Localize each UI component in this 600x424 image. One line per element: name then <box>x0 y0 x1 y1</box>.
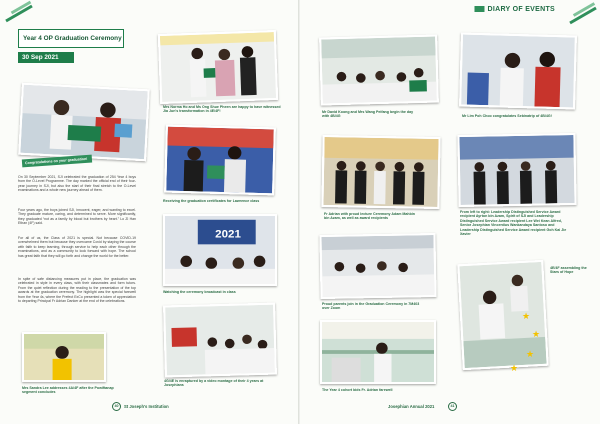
paragraph-3: For all of us, the Class of 2021 is special. Not because COVID-19 overwhelmed them but because they overcame Covid by staying the course with faith to keep learning, through service to help each other through the examinations, and as a community to look forward with hope. The school has great faith that they will go forth and change the world for the better. <box>18 236 136 258</box>
caption-mr-lim: Mr Lim Poh Choo congratulates Sebinatrip of 4B/4G! <box>462 114 552 118</box>
article-date: 30 Sep 2021 <box>22 54 59 61</box>
tag-bar <box>474 6 484 12</box>
photo-mrs-lee <box>22 332 106 382</box>
article-date-box <box>18 52 74 63</box>
caption-livestream: Watching the ceremony broadcast in class <box>163 290 236 294</box>
caption-salute: The Year 4 cohort bids Fr. Adrian farewell <box>322 388 393 392</box>
footer-school: St Joseph's Institution <box>124 404 169 409</box>
caption-mr-david: Mr David Koong and Mrs Wang Peifang begin the day with 4B/4G <box>322 110 414 119</box>
paragraph-1: On 30 September 2021, SJI celebrated the graduation of 254 Year 4 boys from the O-Level Programme. The day marked the official end of their four-year journey in SJI, but also the start of their final stretch to the O-Level examinations and a whole new journey ahead of them. <box>18 175 136 193</box>
photo-mr-lim <box>459 32 577 109</box>
photo-award-recipients <box>457 133 576 207</box>
paragraph-4: In spite of safe distancing measures put in place, the graduation was celebrated in style in every class, with their classmates and form tutors. From the quiet reflection during the reading to the presentation of the top awards at the graduation ceremony. The highlight was the special farewell from the Year 4s, where the Prefect ExCo presented a token of appreciation to departing Principal Fr Adrian Danker at the end of the celebrations. <box>18 277 136 304</box>
photo-fr-adrian <box>321 135 440 209</box>
footer-annual: Josephian Annual 2021 <box>388 404 435 409</box>
article-title: Year 4 OP Graduation Ceremony <box>23 35 122 42</box>
caption-fr-adrian: Fr Adrian with proud lecture Ceremony Adam Mahbin bin Azam, as well as award recipients <box>324 212 415 221</box>
banner-year: 2021 <box>215 228 241 241</box>
photo-congratulations <box>18 83 150 162</box>
right-page <box>300 0 600 424</box>
caption-congratulations: Congratulations on your graduation! <box>22 155 92 168</box>
photo-livestream <box>163 214 277 286</box>
photo-mr-ho <box>158 30 278 104</box>
paragraph-2: Four years ago, the boys joined SJI, innocent, eager, and wanting to excel. They graduate mature, caring, and determined to serve. More significantly, they graduated “not as a family by blood but brothers by heart.” Lo Zi Han Ethan (4F) said. <box>18 208 136 226</box>
photo-salute <box>320 320 436 384</box>
caption-mrs-lee: Mrs Sandra Lee addresses 4A/4F after the Powiftanap segment concludes <box>22 386 114 395</box>
star-icon: ★ <box>532 329 541 339</box>
diary-of-events-tag <box>474 6 555 13</box>
caption-proud: Proud parents join in the Graduation Ceremony in 7M403 over Zoom <box>322 302 420 311</box>
star-icon: ★ <box>522 311 531 321</box>
corner-decoration-right <box>568 2 600 24</box>
photo-mr-david <box>319 34 439 105</box>
star-icon: ★ <box>510 363 519 373</box>
caption-receiving: Receiving the graduation certificates for Lawrence class <box>163 199 260 203</box>
photo-stars-of-hope <box>457 260 548 370</box>
caption-stars: 4E/4F assembling the Stars of Hope <box>550 266 587 275</box>
corner-decoration <box>4 2 38 24</box>
page-number-left: 40 <box>112 402 121 411</box>
diary-label: DIARY OF EVENTS <box>487 6 555 13</box>
caption-montage: 4G/4E is enraptured by a video montage of their 4 years at Josephians <box>164 379 264 388</box>
caption-award: From left to right: Leadership Distinguished Service Award recipient Ayrton bin Azam, Spirit of SJI and Leadership Distinguished Service Award recipient Lee Wei Kean Alfred, Senior Josephian Vincentius Wankandaya Santoso and Leadership Distinguished Service Award recipient Goh Kai Jie Xavier <box>460 210 567 237</box>
page-number-right: 41 <box>448 402 457 411</box>
article-title-box <box>18 29 124 48</box>
photo-montage <box>163 303 277 378</box>
photo-proud-parents <box>319 233 436 299</box>
star-icon: ★ <box>526 349 535 359</box>
photo-receiving-certificates <box>164 125 276 196</box>
caption-mr-ho: Mrs Norma Ho and Ms Ong Shue Pheen are happy to have witnessed Jia Jun's transformation in 4E/4F! <box>163 105 281 114</box>
